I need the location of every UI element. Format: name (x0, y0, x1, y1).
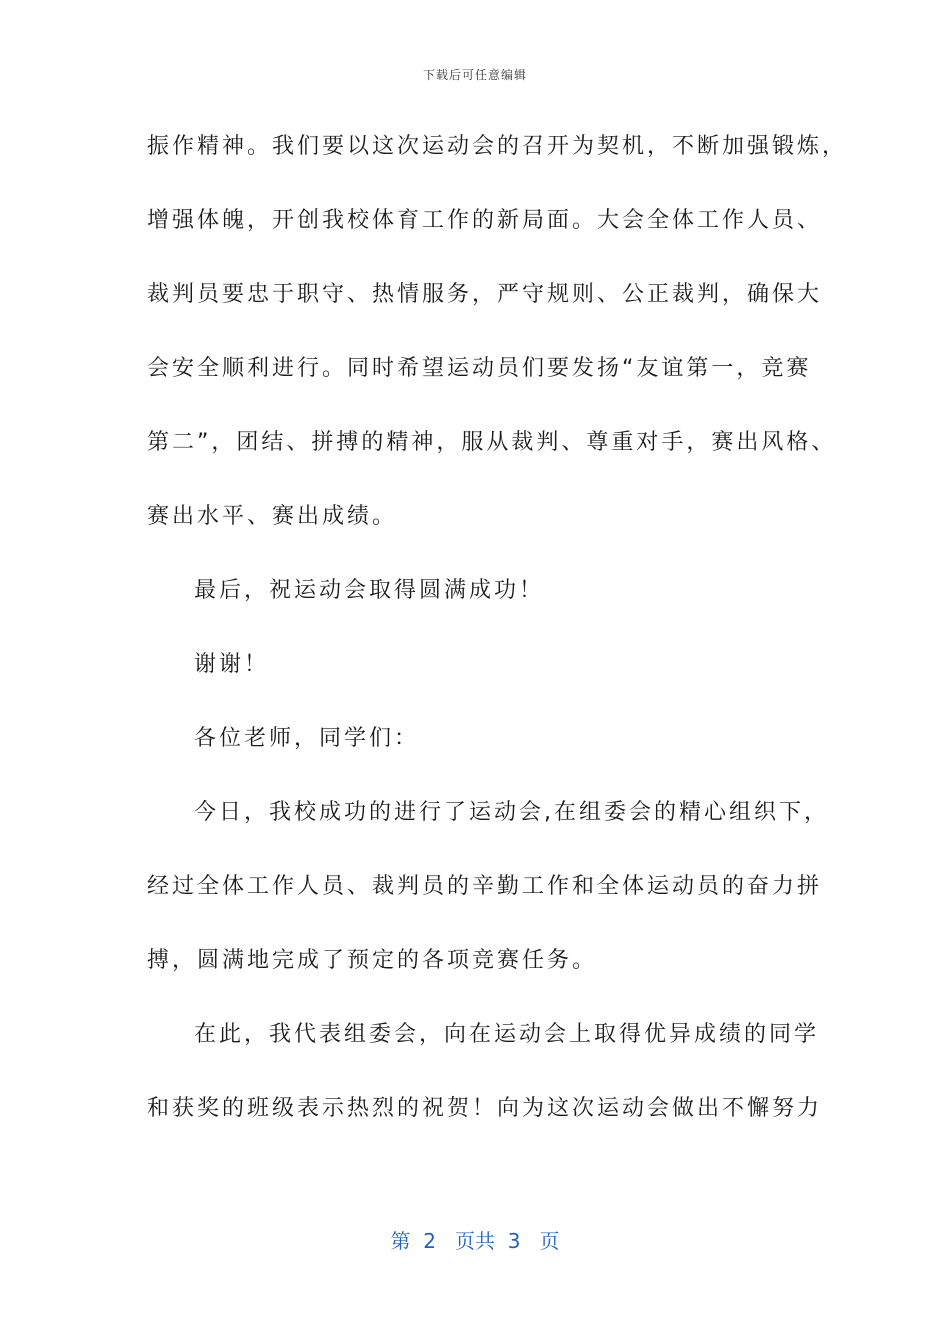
paragraph-line: 各位老师，同学们： (194, 726, 420, 751)
paragraph-line: 最后，祝运动会取得圆满成功！ (194, 578, 545, 603)
paragraph-line: 搏，圆满地完成了预定的各项竞赛任务。 (147, 948, 598, 973)
paragraph-line: 今日，我校成功的进行了运动会,在组委会的精心组织下， (194, 800, 829, 825)
paragraph-line: 谢谢！ (194, 652, 270, 677)
page-number-footer: 第 2 页共 3 页 (390, 1229, 560, 1253)
body-text (147, 125, 848, 1161)
paragraph-line: 会安全顺利进行。同时希望运动员们要发扬“友谊第一，竞赛 (147, 356, 812, 381)
page-header: 下载后可任意编辑 (422, 68, 527, 82)
paragraph-line: 增强体魄，开创我校体育工作的新局面。大会全体工作人员、 (147, 208, 823, 233)
paragraph-line: 和获奖的班级表示热烈的祝贺！向为这次运动会做出不懈努力 (147, 1096, 823, 1121)
paragraph-line: 经过全体工作人员、裁判员的辛勤工作和全体运动员的奋力拼 (147, 874, 823, 899)
paragraph-line: 振作精神。我们要以这次运动会的召开为契机，不断加强锻炼， (147, 134, 848, 159)
paragraph-line: 在此，我代表组委会，向在运动会上取得优异成绩的同学 (194, 1022, 820, 1047)
paragraph-line: 第二”，团结、拼搏的精神，服从裁判、尊重对手，赛出风格、 (147, 430, 837, 455)
paragraph-line: 赛出水平、赛出成绩。 (147, 504, 398, 529)
paragraph-line: 裁判员要忠于职守、热情服务，严守规则、公正裁判，确保大 (147, 282, 823, 307)
